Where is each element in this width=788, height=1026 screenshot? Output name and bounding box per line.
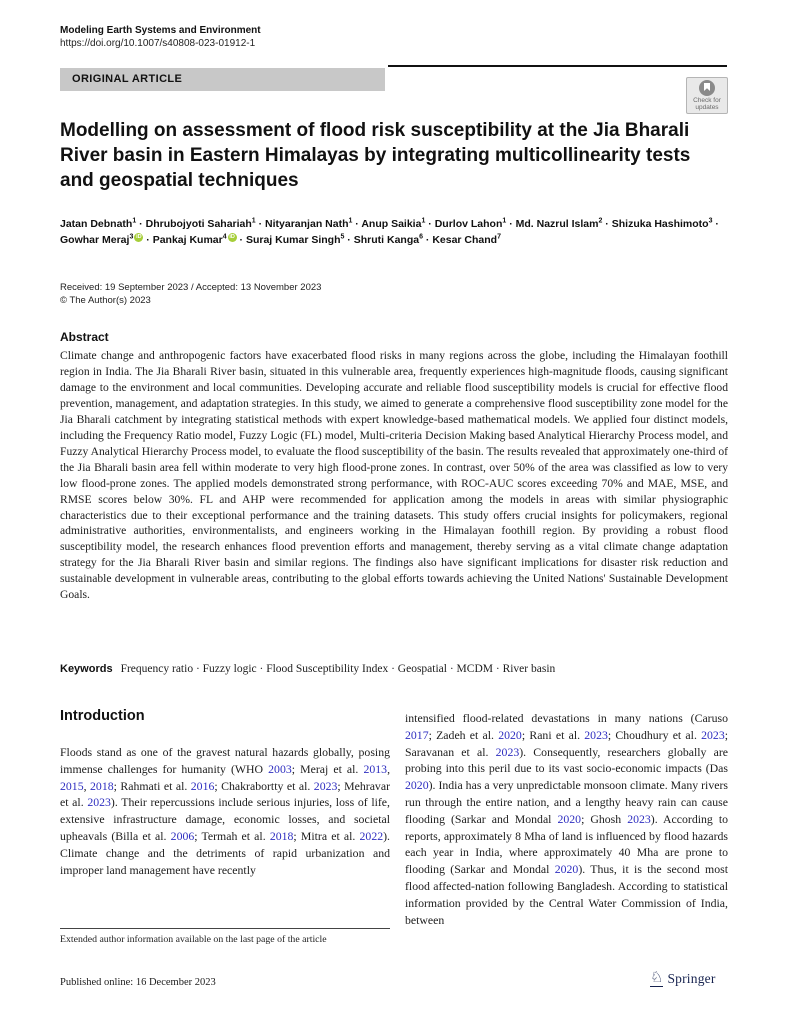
text-segment: ·	[422, 233, 433, 246]
text-segment: ; Ghosh	[581, 811, 628, 826]
springer-knight-icon: ♘	[650, 970, 664, 986]
abstract-heading: Abstract	[60, 330, 109, 344]
keywords-line	[60, 663, 728, 675]
text-segment: ,	[387, 761, 391, 776]
text-segment: ,	[83, 778, 91, 793]
intro-left-column	[60, 744, 390, 878]
affiliation-superscript: 1	[251, 217, 256, 225]
citation-link[interactable]: 2023	[701, 727, 725, 742]
text-segment: ; Rahmati et al.	[113, 778, 191, 793]
text-segment: ; Mitra et al.	[293, 828, 360, 843]
section-heading-introduction: Introduction	[60, 708, 145, 724]
text-segment: Gowhar Meraj	[60, 233, 130, 246]
affiliation-superscript: 3	[708, 217, 713, 225]
text-segment: ; Termah et al.	[194, 828, 270, 843]
affiliation-superscript: 5	[340, 233, 345, 240]
text-segment: ·	[425, 218, 435, 230]
text-segment: ; Zadeh et al.	[428, 727, 499, 742]
citation-link[interactable]: 2022	[359, 828, 384, 843]
citation-link[interactable]: 2016	[190, 778, 215, 793]
text-segment: Shruti Kanga	[353, 233, 420, 246]
text-segment: Md. Nazrul Islam	[515, 218, 599, 230]
check-badge-label: Check for updates	[693, 97, 721, 111]
text-segment: ). According to reports, approximately 8 Mha of land is influenced by flood hazards each year in India, where approximately 40 Mha are prone to flooding (Sarkar and Mondal	[405, 811, 728, 877]
affiliation-superscript: 1	[421, 217, 426, 225]
citation-link[interactable]: 2020	[554, 862, 579, 877]
text-segment: ·	[136, 218, 146, 230]
text-segment: Durlov Lahon	[434, 218, 503, 230]
text-segment: Floods stand as one of the gravest natural hazards globally, posing immense challenges for humanity (WHO	[60, 745, 390, 776]
text-segment: Anup Saikia	[361, 218, 422, 230]
text-segment: ·	[344, 233, 354, 246]
doi-link: https://doi.org/10.1007/s40808-023-01912-1	[60, 38, 256, 49]
keywords-label: Keywords	[60, 663, 113, 675]
check-for-updates-badge[interactable]	[686, 77, 728, 114]
text-segment: ·	[236, 233, 246, 246]
citation-link[interactable]: 2020	[557, 811, 582, 826]
copyright-line: © The Author(s) 2023	[60, 295, 151, 306]
affiliation-superscript: 1	[348, 217, 353, 225]
text-segment: ·	[255, 218, 266, 230]
text-segment: ·	[602, 218, 612, 230]
citation-link[interactable]: 2013	[363, 761, 388, 776]
journal-header	[60, 24, 261, 50]
citation-link[interactable]: 2018	[269, 828, 294, 843]
citation-link[interactable]: 2020	[405, 778, 429, 793]
text-segment: ). Climate change and the detriments of rapid urbanization and improper land management have recently	[60, 828, 390, 877]
published-online-line: Published online: 16 December 2023	[60, 977, 216, 988]
affiliation-superscript: 1	[132, 217, 137, 225]
text-segment: Suraj Kumar Singh	[245, 233, 341, 246]
affiliation-superscript: 4	[222, 233, 227, 240]
author-list	[60, 217, 722, 248]
keywords-text: Frequency ratio · Fuzzy logic · Flood Susceptibility Index · Geospatial · MCDM · River basin	[120, 663, 556, 675]
text-segment: ). Thus, it is the second most flood affected-nation following Bangladesh. According to statistical information provided by the Central Water Commission of India, between	[405, 862, 728, 927]
affiliation-superscript: 7	[497, 233, 502, 240]
crossmark-icon	[699, 80, 715, 96]
extended-author-footnote: Extended author information available on the last page of the article	[60, 934, 327, 945]
text-segment: ). Their repercussions include serious injuries, loss of life, extensive infrastructure damage, economic losses, and societal upheavals (Billa et al.	[60, 795, 390, 843]
affiliation-superscript: 3	[129, 233, 134, 240]
text-segment: ; Mehravar et al.	[60, 778, 390, 810]
orcid-icon[interactable]: iD	[229, 234, 235, 240]
citation-link[interactable]: 2023	[313, 778, 338, 793]
text-segment: Jatan Debnath	[60, 218, 133, 230]
springer-wordmark: Springer	[667, 971, 716, 986]
dates-block	[60, 281, 321, 307]
text-segment: Dhrubojyoti Sahariah	[145, 218, 252, 230]
abstract-text: Climate change and anthropogenic factors have exacerbated flood risks in many regions across the globe, including the Himalayan foothill region in India. The Jia Bharali River basin, situated in this vulnerable area, frequently experiences high-magnitude floods, causing significant damage to the environment and local communities. Developing accurate and reliable flood susceptibility models is crucial for effective flood prevention, management, and adaptation strategies. In this study, we aimed to generate a comprehensive flood susceptibility zone model for the Jia Bharali catchment by integrating statistical methods with expert knowledge-based mathematical models. We applied four distinct models, including the Frequency Ratio model, Fuzzy Logic (FL) model, Multi-criteria Decision Making based Analytical Hierarchy Process model, and Fuzzy Analytical Hierarchy Process model, to evaluate the flood susceptibility of the basin. The results revealed that approximately one-third of the Jia Bharali basin area fell within moderate to very high flood-prone zones. In contrast, over 50% of the area was classified as low to very low flood-prone zones. The applied models demonstrated strong performance, with ROC-AUC scores exceeding 70% and MAE, MSE, and RMSE scores below 30%. FL and AHP were recommended for application among the models in areas with similar physiographic characteristics due to their exceptional performance and the training datasets. This study offers crucial insights for policymakers, regional administrative authorities, environmentalists, and engineers working in the Himalayan foothill region. By providing a robust flood susceptibility model, the research enhances flood prevention efforts and management, thereby serving as a vital climate change adaptation strategy for the Jia Bharali River basin and similar regions. The findings also have significant implications for disaster risk reduction and sustainable development in vulnerable areas, contributing to the global efforts towards achieving the United Nations' Sustainable Development Goals.	[60, 349, 728, 602]
citation-link[interactable]: 2006	[170, 828, 195, 843]
article-type-badge: ORIGINAL ARTICLE	[60, 68, 385, 91]
citation-link[interactable]: 2018	[90, 778, 114, 793]
text-segment: ). Consequently, researchers globally are probing into this peril due to its vast socio-economic impacts (Das	[405, 744, 729, 776]
footnote-rule	[60, 928, 390, 929]
text-segment: ; Meraj et al.	[291, 761, 364, 776]
text-segment: ; Choudhury et al.	[607, 727, 702, 742]
affiliation-superscript: 1	[502, 217, 507, 225]
intro-right-column	[405, 710, 728, 928]
orcid-icon[interactable]: iD	[136, 234, 142, 240]
text-segment: ·	[712, 218, 719, 230]
citation-link[interactable]: 2003	[268, 761, 292, 776]
citation-link[interactable]: 2015	[60, 778, 84, 793]
text-segment: Kesar Chand	[432, 233, 498, 246]
text-segment: ). India has a very unpredictable monsoon climate. Many rivers run through the entire nation, and a lengthy heavy rain can cause flooding (Sarkar and Mondal	[405, 778, 728, 826]
springer-logo	[650, 971, 716, 987]
affiliation-superscript: 6	[419, 233, 423, 240]
journal-name: Modeling Earth Systems and Environment	[60, 25, 261, 36]
text-segment: ·	[352, 218, 362, 230]
text-segment: ·	[506, 218, 516, 230]
text-segment: intensified flood-related devastations in many nations (Caruso	[405, 711, 728, 725]
received-accepted-line: Received: 19 September 2023 / Accepted: 13 November 2023	[60, 282, 322, 293]
text-segment: ·	[143, 233, 153, 246]
text-segment: ; Chakrabortty et al.	[214, 778, 314, 793]
page-title: Modelling on assessment of flood risk susceptibility at the Jia Bharali River basin in Eastern Himalayas by integrating multicollinearity tests and geospatial techniques	[60, 120, 691, 191]
text-segment: Pankaj Kumar	[152, 233, 223, 246]
header-rule	[388, 65, 727, 67]
citation-link[interactable]: 2020	[498, 727, 522, 742]
citation-link[interactable]: 2017	[405, 727, 429, 742]
citation-link[interactable]: 2023	[584, 727, 608, 742]
text-segment: ; Rani et al.	[521, 727, 585, 742]
affiliation-superscript: 2	[598, 217, 603, 225]
citation-link[interactable]: 2023	[495, 744, 520, 759]
text-segment: Nityaranjan Nath	[265, 218, 349, 230]
citation-link[interactable]: 2023	[87, 795, 111, 810]
citation-link[interactable]: 2023	[627, 811, 651, 826]
text-segment: ; Saravanan et al.	[405, 727, 728, 759]
text-segment: Shizuka Hashimoto	[611, 218, 709, 230]
